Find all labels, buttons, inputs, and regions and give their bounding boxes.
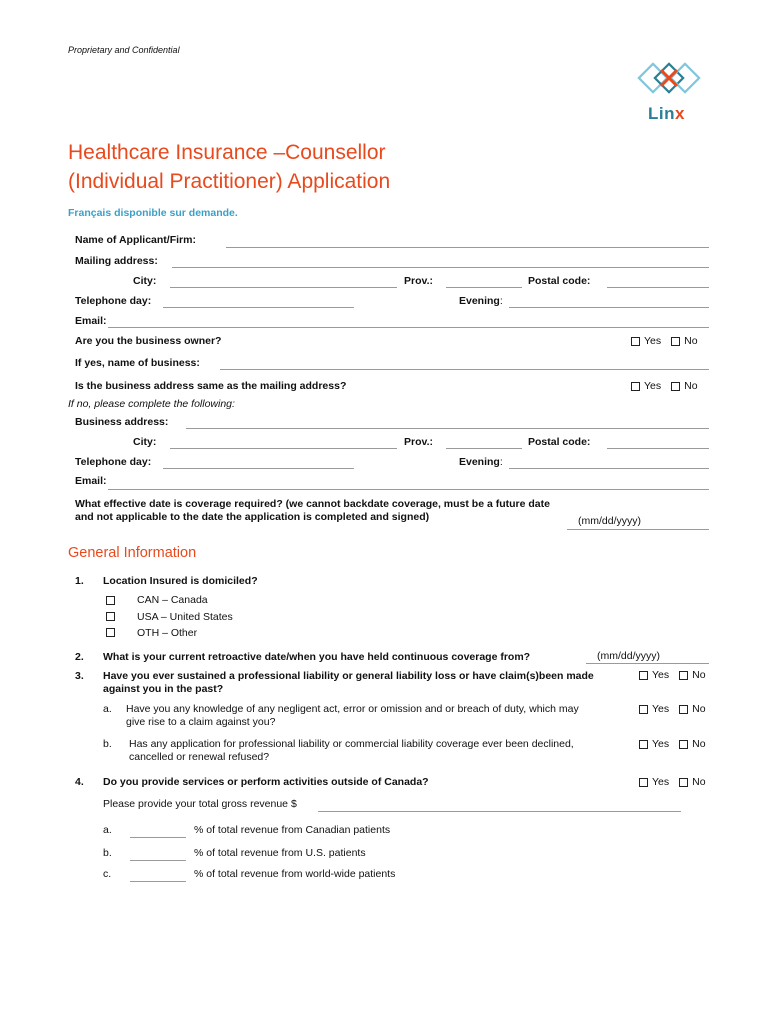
- city-field[interactable]: [170, 287, 397, 288]
- revenue-us-label: % of total revenue from U.S. patients: [194, 847, 366, 859]
- prov-label: Prov.:: [404, 275, 433, 287]
- business-city-label: City:: [133, 436, 157, 448]
- business-postal-code-field[interactable]: [607, 448, 709, 449]
- no-label: No: [692, 703, 706, 715]
- logo-text-prefix: Lin: [648, 104, 675, 123]
- no-label: No: [684, 335, 698, 347]
- business-name-field[interactable]: [220, 369, 709, 370]
- no-label: No: [692, 738, 706, 750]
- business-owner-options: [631, 335, 698, 347]
- prov-field[interactable]: [446, 287, 522, 288]
- q3-question-line2: against you in the past?: [103, 683, 224, 695]
- telephone-evening-field[interactable]: [509, 307, 709, 308]
- q3-number: 3.: [75, 670, 84, 682]
- email-label: Email:: [75, 315, 107, 327]
- same-address-question: Is the business address same as the mailing address?: [75, 380, 347, 392]
- postal-code-label: Postal code:: [528, 275, 591, 287]
- revenue-item-letter: a.: [103, 824, 112, 836]
- q4-options: [639, 776, 706, 788]
- q1-number: 1.: [75, 575, 84, 587]
- q4-number: 4.: [75, 776, 84, 788]
- email-field[interactable]: [108, 327, 709, 328]
- yes-label: Yes: [644, 335, 662, 347]
- applicant-name-label: Name of Applicant/Firm:: [75, 234, 196, 246]
- business-telephone-day-field[interactable]: [163, 468, 354, 469]
- logo-text-suffix: x: [675, 104, 685, 123]
- q3a-letter: a.: [103, 703, 112, 715]
- q4-no-checkbox[interactable]: [679, 778, 688, 787]
- q3a-options: [639, 703, 706, 715]
- location-usa-label: USA – United States: [137, 611, 233, 623]
- business-owner-no-checkbox[interactable]: [671, 337, 680, 346]
- q3-question-line1: Have you ever sustained a professional liability or general liability loss or have claim(s)been made: [103, 670, 594, 682]
- revenue-item-letter: b.: [103, 847, 112, 859]
- evening-label: [459, 295, 503, 307]
- q3-yes-checkbox[interactable]: [639, 671, 648, 680]
- business-prov-label: Prov.:: [404, 436, 433, 448]
- yes-label: Yes: [652, 776, 670, 788]
- yes-label: Yes: [652, 669, 670, 681]
- q4-question: Do you provide services or perform activities outside of Canada?: [103, 776, 429, 788]
- telephone-day-field[interactable]: [163, 307, 354, 308]
- mailing-address-field[interactable]: [172, 267, 709, 268]
- location-oth-checkbox[interactable]: [106, 628, 115, 637]
- city-label: City:: [133, 275, 157, 287]
- yes-label: Yes: [652, 738, 670, 750]
- no-label: No: [684, 380, 698, 392]
- location-oth-label: OTH – Other: [137, 627, 198, 639]
- business-email-label: Email:: [75, 475, 107, 487]
- logo-wordmark: [648, 104, 685, 124]
- business-name-label: If yes, name of business:: [75, 357, 200, 369]
- effective-date-question-line1: What effective date is coverage required? (we cannot backdate coverage, must be a future date: [75, 498, 550, 510]
- revenue-item-letter: c.: [103, 868, 112, 880]
- business-telephone-day-label: Telephone day:: [75, 456, 152, 468]
- revenue-canadian-field[interactable]: [130, 837, 186, 838]
- q3a-no-checkbox[interactable]: [679, 705, 688, 714]
- q2-date-format: (mm/dd/yyyy): [597, 650, 660, 662]
- same-address-no-checkbox[interactable]: [671, 382, 680, 391]
- business-owner-question: Are you the business owner?: [75, 335, 222, 347]
- q1-question: Location Insured is domiciled?: [103, 575, 258, 587]
- if-no-note: If no, please complete the following:: [68, 398, 235, 410]
- location-can-label: CAN – Canada: [137, 594, 208, 606]
- same-address-options: [631, 380, 698, 392]
- business-evening-label: [459, 456, 503, 468]
- mailing-address-label: Mailing address:: [75, 255, 158, 267]
- business-email-field[interactable]: [108, 489, 709, 490]
- q3-options: [639, 669, 706, 681]
- business-address-field[interactable]: [186, 428, 709, 429]
- q3b-yes-checkbox[interactable]: [639, 740, 648, 749]
- retroactive-date-field[interactable]: [586, 663, 709, 664]
- location-usa-checkbox[interactable]: [106, 612, 115, 621]
- no-label: No: [692, 669, 706, 681]
- business-telephone-evening-field[interactable]: [509, 468, 709, 469]
- q2-question: What is your current retroactive date/when you have held continuous coverage from?: [103, 651, 531, 663]
- evening-label-colon: :: [499, 295, 503, 307]
- evening-label-text: Evening: [459, 295, 500, 307]
- q3b-letter: b.: [103, 738, 112, 750]
- q3b-question-line2: cancelled or renewal refused?: [129, 751, 270, 763]
- effective-date-field[interactable]: [567, 529, 709, 530]
- q3a-question-line1: Have you any knowledge of any negligent act, error or omission and or breach of duty, which may: [126, 703, 579, 715]
- french-available-note: Français disponible sur demande.: [68, 207, 238, 219]
- same-address-yes-checkbox[interactable]: [631, 382, 640, 391]
- business-owner-yes-checkbox[interactable]: [631, 337, 640, 346]
- effective-date-question-line2: and not applicable to the date the application is completed and signed): [75, 511, 430, 523]
- business-city-field[interactable]: [170, 448, 397, 449]
- telephone-day-label: Telephone day:: [75, 295, 152, 307]
- page-title-line1: Healthcare Insurance –Counsellor: [68, 141, 386, 164]
- yes-label: Yes: [644, 380, 662, 392]
- business-address-label: Business address:: [75, 416, 169, 428]
- q4-yes-checkbox[interactable]: [639, 778, 648, 787]
- business-evening-label-colon: :: [499, 456, 503, 468]
- postal-code-field[interactable]: [607, 287, 709, 288]
- q3a-yes-checkbox[interactable]: [639, 705, 648, 714]
- general-information-heading: General Information: [68, 545, 197, 561]
- q3a-question-line2: give rise to a claim against you?: [126, 716, 276, 728]
- q3-no-checkbox[interactable]: [679, 671, 688, 680]
- revenue-us-field[interactable]: [130, 860, 186, 861]
- business-postal-code-label: Postal code:: [528, 436, 591, 448]
- effective-date-format: (mm/dd/yyyy): [578, 515, 641, 527]
- gross-revenue-field[interactable]: [318, 811, 681, 812]
- page-title: [68, 138, 390, 196]
- q3b-options: [639, 738, 706, 750]
- page-title-line2: (Individual Practitioner) Application: [68, 170, 391, 193]
- location-can-checkbox[interactable]: [106, 596, 115, 605]
- yes-label: Yes: [652, 703, 670, 715]
- q2-number: 2.: [75, 651, 84, 663]
- gross-revenue-prompt: Please provide your total gross revenue $: [103, 798, 297, 810]
- business-evening-label-text: Evening: [459, 456, 500, 468]
- q3b-no-checkbox[interactable]: [679, 740, 688, 749]
- revenue-worldwide-label: % of total revenue from world-wide patients: [194, 868, 396, 880]
- business-prov-field[interactable]: [446, 448, 522, 449]
- q3b-question-line1: Has any application for professional liability or commercial liability coverage ever been declined,: [129, 738, 574, 750]
- no-label: No: [692, 776, 706, 788]
- revenue-canadian-label: % of total revenue from Canadian patients: [194, 824, 391, 836]
- confidential-notice: Proprietary and Confidential: [68, 45, 180, 55]
- applicant-name-field[interactable]: [226, 247, 709, 248]
- revenue-worldwide-field[interactable]: [130, 881, 186, 882]
